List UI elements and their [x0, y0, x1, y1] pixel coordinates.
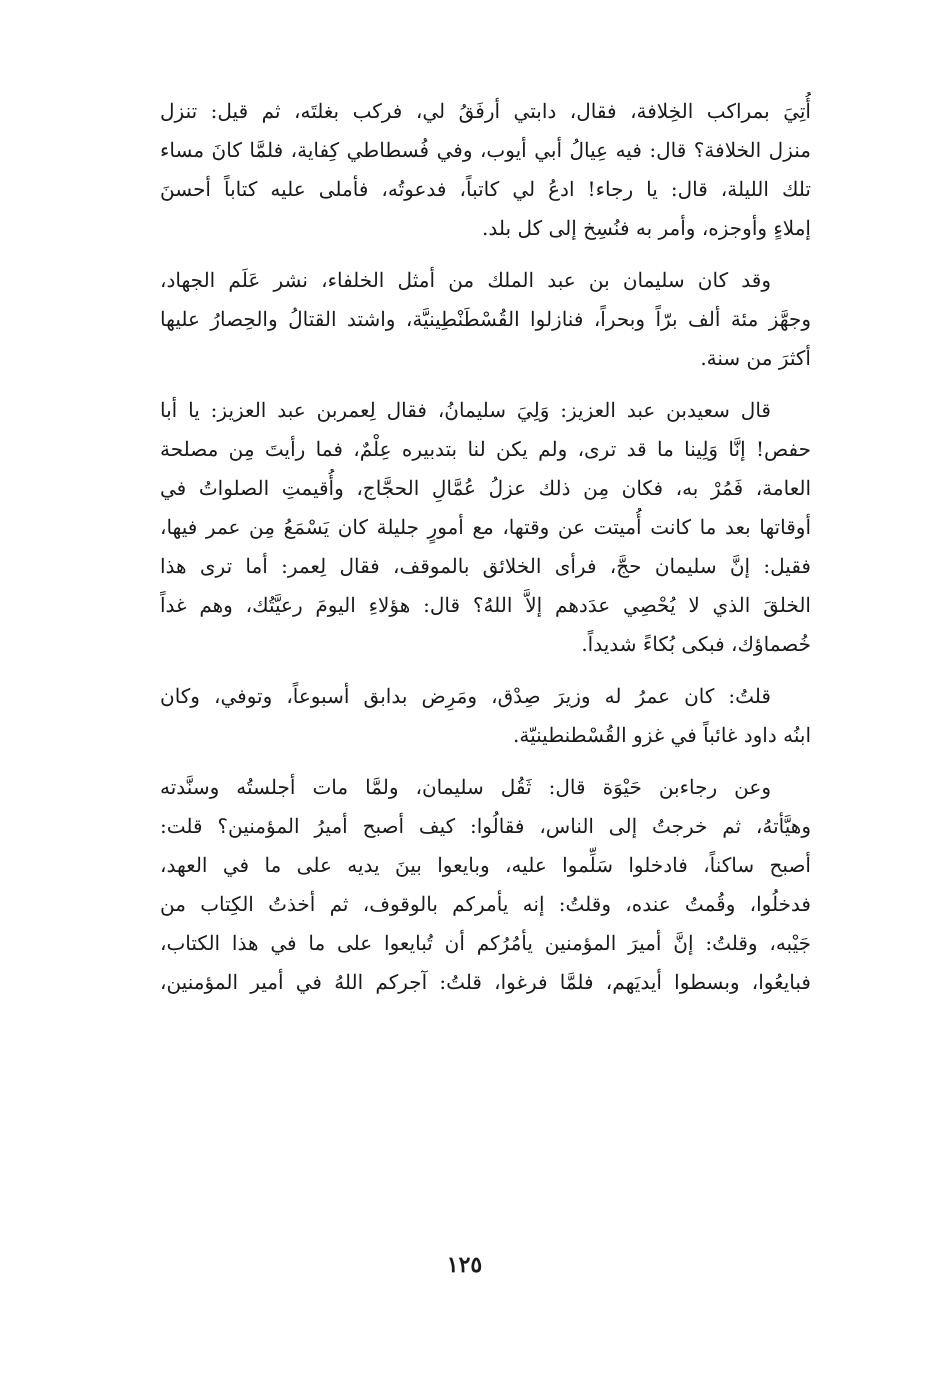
text-line: أُتِيَ بمراكب الخِلافة، فقال، دابتي أرفَقُ لي، فركب بغلتَه، ثم قيل: تنزل [160, 99, 811, 123]
text-line: قلتُ: كان عمرُ له وزيرَ صِدْق، ومَرِض بدابق أسبوعاً، وتوفي، وكان [160, 684, 771, 708]
text-line: وعن رجاءبن حَيْوَة قال: ثَقُل سليمان، ولمَّا مات أجلستُه وسنَّدته [160, 775, 771, 799]
text-line: وهيَّأتهُ، ثم خرجتُ إلى الناس، فقالُوا: كيف أصبح أميرُ المؤمنين؟ قلت: [160, 814, 811, 838]
text-line: خُصماؤك، فبكى بُكاءً شديداً. [581, 632, 811, 656]
text-line: أكثرَ من سنة. [700, 346, 811, 370]
paragraph-5 [160, 768, 811, 1002]
text-line: ابنُه داود غائباً في غزو القُسْطنطينيّة. [513, 723, 811, 747]
page-number: ١٢٥ [446, 1252, 483, 1278]
body-text [160, 92, 811, 1015]
text-line: أصبح ساكناً، فادخلوا سَلِّموا عليه، وبايعوا بينَ يديه على ما في العهد، [160, 853, 811, 877]
text-line: فقيل: إنَّ سليمان حجَّ، فرأى الخلائق بالموقف، فقال لِعمر: أما ترى هذا [160, 554, 811, 578]
text-line: منزل الخلافة؟ قال: فيه عِيالُ أبي أيوب، وفي فُسطاطي كِفاية، فلمَّا كانَ مساء [160, 138, 811, 162]
paragraph-4 [160, 677, 811, 755]
text-line: فدخلُوا، وقُمتُ عنده، وقلتُ: إنه يأمركم بالوقوف، ثم أخذتُ الكِتاب من [160, 892, 811, 916]
text-line: حفص! إنَّا وَلِينا ما قد ترى، ولم يكن لنا بتدبيره عِلْمٌ، فما رأيتَ مِن مصلحة [160, 437, 811, 461]
text-line: إملاءٍ وأوجزه، وأمر به فنُسِخ إلى كل بلد. [482, 216, 811, 240]
text-line: تلك الليلة، قال: يا رجاء! ادعُ لي كاتباً، فدعوتُه، فأملى عليه كتاباً أحسنَ [160, 177, 811, 201]
text-line: قال سعيدبن عبد العزيز: وَلِيَ سليمانُ، فقال لِعمربن عبد العزيز: يا أبا [160, 398, 771, 422]
text-line: الخلقَ الذي لا يُحْصِي عدَدهم إلاَّ اللهُ؟ قال: هؤلاءِ اليومَ رعيَّتُك، وهم غداً [160, 593, 811, 617]
text-line: فبايعُوا، وبسطوا أيديَهم، فلمَّا فرغوا، قلتُ: آجركم اللهُ في أمير المؤمنين، [160, 970, 811, 994]
text-line: أوقاتها بعد ما كانت أُميتت عن وقتها، مع أمورٍ جليلة كان يَسْمَعُ مِن عمر فيها، [160, 515, 811, 539]
paragraph-2 [160, 261, 811, 378]
text-line: العامة، فَمُرْ به، فكان مِن ذلك عزلُ عُمَّالِ الحجَّاج، وأُقيمتِ الصلواتُ في [160, 476, 811, 500]
paragraph-3 [160, 391, 811, 664]
text-line: وقد كان سليمان بن عبد الملك من أمثل الخلفاء، نشر عَلَم الجهاد، [160, 268, 771, 292]
text-line: جَيْبه، وقلتُ: إنَّ أميرَ المؤمنين يأمُرُكم أن تُبايعوا على ما في هذا الكتاب، [160, 931, 811, 955]
paragraph-1 [160, 92, 811, 248]
text-line: وجهَّز مئة ألف برّاً وبحراً، فنازلوا القُسْطَنْطِينيَّة، واشتد القتالُ والحِصارُ عليها [160, 307, 811, 331]
